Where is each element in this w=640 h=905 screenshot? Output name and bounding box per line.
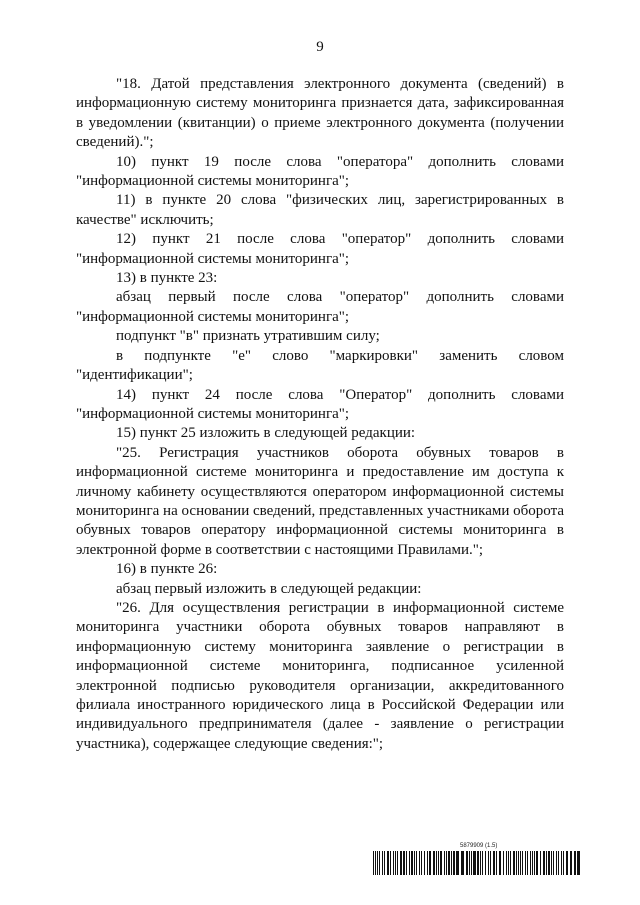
barcode-bar xyxy=(377,851,378,875)
barcode-bar xyxy=(503,851,504,875)
barcode-bar xyxy=(421,851,422,875)
barcode-bar xyxy=(520,851,521,875)
page-number: 9 xyxy=(316,39,324,55)
barcode-bar xyxy=(561,851,562,875)
barcode-bar xyxy=(543,851,545,875)
barcode-bar xyxy=(493,851,495,875)
barcode-bar xyxy=(471,851,472,875)
paragraph: 10) пункт 19 после слова "оператора" дополнить словами "информационной системы мониторинга"; xyxy=(76,153,564,190)
barcode-bar xyxy=(516,851,517,875)
barcode-bar xyxy=(566,851,568,875)
barcode-bar xyxy=(451,851,452,875)
barcode-bar xyxy=(466,851,468,875)
barcode-bar xyxy=(577,851,580,875)
barcode-bar xyxy=(453,851,455,875)
paragraph: "26. Для осуществления регистрации в информационной системе мониторинга участники оборота обувных товаров направляют в информационную систему мониторинга заявление о регистрации в информационной системе мониторинга, подписанное усиленной электронной подписью руководителя организации, аккредитованного филиала иностранного юридического лица в Российской Федерации или индивидуального предпринимателя (далее - заявление о регистрации участника), содержащее следующие сведения:"; xyxy=(76,599,564,752)
document-body xyxy=(76,75,564,754)
barcode-bar xyxy=(444,851,445,875)
barcode-bar xyxy=(506,851,507,875)
barcode-bar xyxy=(390,851,391,875)
barcode-bar xyxy=(477,851,479,875)
barcode-bar xyxy=(518,851,519,875)
barcode-bar xyxy=(433,851,435,875)
barcode-bar xyxy=(508,851,509,875)
barcode-bar xyxy=(393,851,394,875)
barcode-bar xyxy=(427,851,428,875)
barcode-bar xyxy=(525,851,526,875)
paragraph: "18. Датой представления электронного документа (сведений) в информационную систему мониторинга признается дата, зафиксированная в уведомлении (квитанции) о приеме электронного документа (получении сведений)."; xyxy=(76,76,564,151)
paragraph: в подпункте "е" слово "маркировки" заменить словом "идентификации"; xyxy=(76,347,564,384)
barcode-bar xyxy=(551,851,552,875)
barcode-bar xyxy=(469,851,470,875)
barcode-bar xyxy=(429,851,431,875)
barcode-bar xyxy=(574,851,576,875)
barcode-bar xyxy=(375,851,376,875)
document-code: 5879909 (1.5) xyxy=(460,843,498,849)
barcode-bar xyxy=(446,851,447,875)
barcode-bar xyxy=(496,851,497,875)
barcode-bar xyxy=(440,851,442,875)
barcode-bar xyxy=(438,851,439,875)
paragraph: подпункт "в" признать утратившим силу; xyxy=(116,328,380,345)
barcode-bar xyxy=(400,851,402,875)
paragraph: 11) в пункте 20 слова "физических лиц, зарегистрированных в качестве" исключить; xyxy=(76,192,564,228)
barcode-bar xyxy=(473,851,476,875)
barcode-bar xyxy=(414,851,415,875)
barcode-bar xyxy=(513,851,515,875)
barcode-bar xyxy=(570,851,572,875)
barcode-bar xyxy=(553,851,554,875)
barcode-bar xyxy=(379,851,380,875)
barcode-bar xyxy=(419,851,420,875)
barcode-bar xyxy=(510,851,511,875)
paragraph: 16) в пункте 26: xyxy=(116,561,218,578)
barcode-bar xyxy=(536,851,538,875)
barcode-bar xyxy=(416,851,417,875)
barcode-bar xyxy=(406,851,407,875)
paragraph: 12) пункт 21 после слова "оператор" дополнить словами "информационной системы мониторинга"; xyxy=(76,231,564,267)
barcode-bar xyxy=(558,851,559,875)
barcode-bar xyxy=(397,851,398,875)
barcode-bar xyxy=(490,851,491,875)
paragraph: абзац первый после слова "оператор" дополнить словами "информационной системы мониторинга"; xyxy=(76,289,564,325)
barcode-image xyxy=(373,851,580,875)
paragraph: 15) пункт 25 изложить в следующей редакции: xyxy=(116,425,416,442)
barcode-bar xyxy=(480,851,481,875)
paragraph: 14) пункт 24 после слова "Оператор" дополнить словами "информационной системы мониторинга"; xyxy=(76,386,564,422)
barcode-bar xyxy=(522,851,523,875)
barcode-bar xyxy=(409,851,410,875)
paragraph: 13) в пункте 23: xyxy=(116,270,218,287)
barcode-bar xyxy=(403,851,405,875)
barcode-bar xyxy=(499,851,501,875)
barcode-bar xyxy=(384,851,385,875)
barcode-bar xyxy=(488,851,489,875)
barcode-bar xyxy=(556,851,557,875)
barcode-bar xyxy=(532,851,533,875)
barcode-bar xyxy=(461,851,464,875)
paragraph: "25. Регистрация участников оборота обувных товаров в информационной системе мониторинга и предоставление им доступа к личному кабинету осуществляются оператором информационной системы мониторинга на основании сведений, представленных участниками оборота обувных товаров оператору информационной системы мониторинга в электронной форме в соответствии с настоящими Правилами."; xyxy=(76,444,564,558)
barcode-bar xyxy=(540,851,541,875)
barcode-bar xyxy=(395,851,396,875)
paragraph: абзац первый изложить в следующей редакции: xyxy=(116,580,422,597)
barcode-bar xyxy=(482,851,483,875)
barcode-bar xyxy=(411,851,413,875)
barcode-bar xyxy=(387,851,389,875)
barcode-bar xyxy=(436,851,437,875)
barcode-bar xyxy=(563,851,564,875)
barcode-bar xyxy=(456,851,459,875)
barcode-bar xyxy=(548,851,550,875)
barcode-bar xyxy=(546,851,547,875)
barcode-bar xyxy=(527,851,528,875)
barcode-bar xyxy=(530,851,531,875)
barcode-bar xyxy=(448,851,450,875)
barcode-bar xyxy=(382,851,383,875)
barcode-bar xyxy=(424,851,425,875)
barcode-bar xyxy=(485,851,486,875)
barcode-bar xyxy=(373,851,374,875)
barcode-bar xyxy=(534,851,535,875)
